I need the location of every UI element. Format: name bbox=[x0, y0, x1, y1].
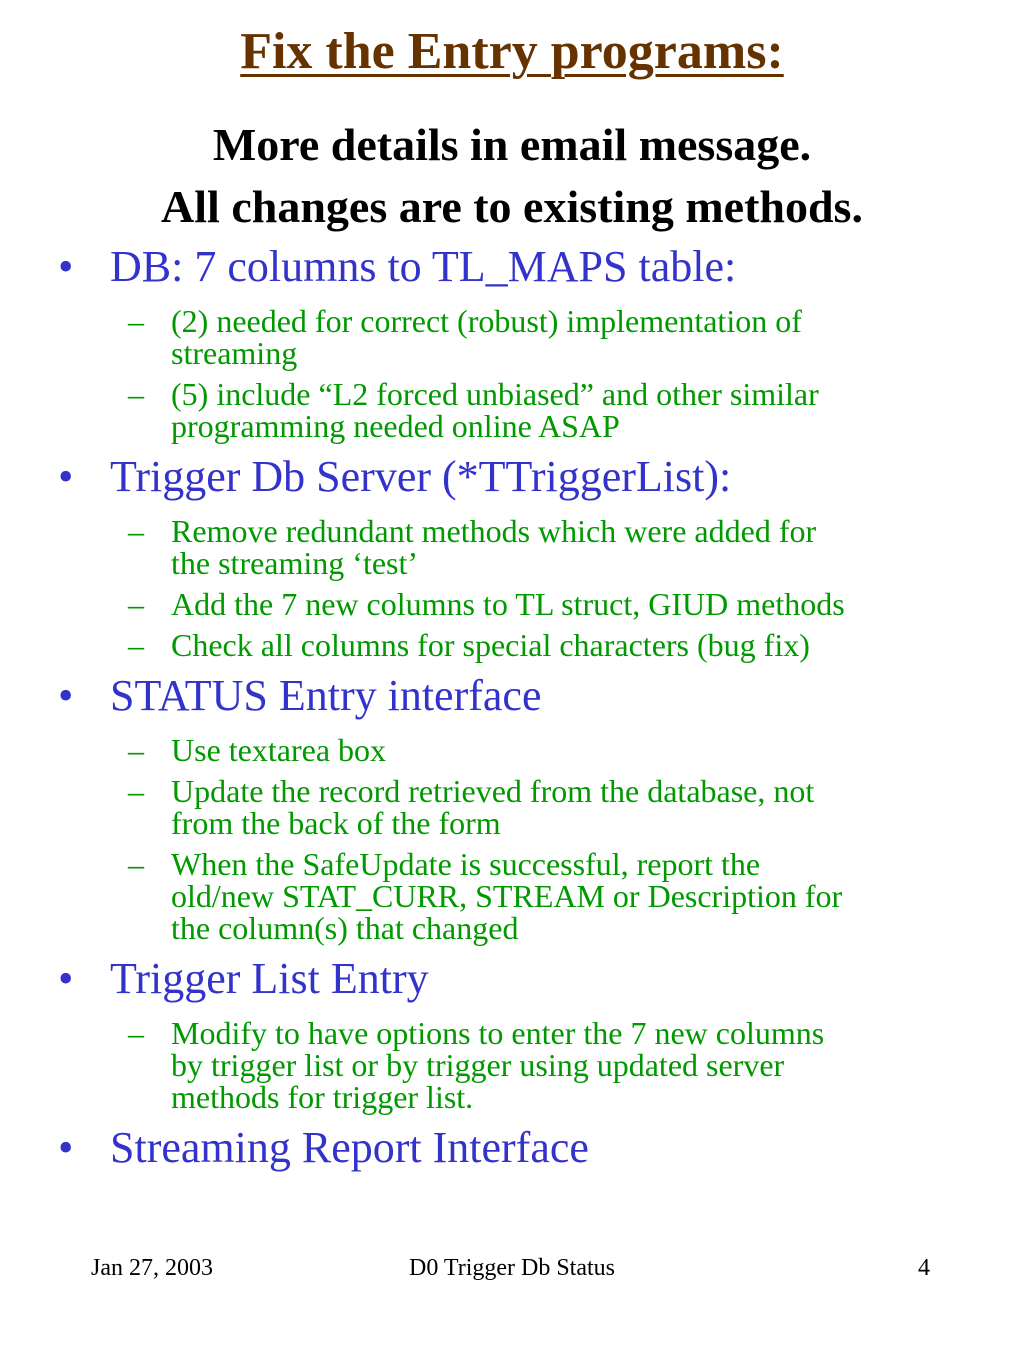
sub-item bbox=[0, 734, 1024, 766]
subtitle-line-1: More details in email message. bbox=[212, 119, 812, 170]
sub-item-line: Add the 7 new columns to TL struct, GIUD methods bbox=[171, 586, 845, 622]
footer-date: Jan 27, 2003 bbox=[91, 1255, 213, 1281]
bullet-item bbox=[0, 950, 1024, 1008]
sub-item-line: (5) include “L2 forced unbiased” and other similar bbox=[171, 376, 819, 412]
sub-item bbox=[0, 629, 1024, 661]
sub-item bbox=[0, 378, 1024, 442]
dash-icon: – bbox=[128, 513, 144, 549]
sub-item-line: Check all columns for special characters (bug fix) bbox=[171, 627, 810, 663]
bullet-text: DB: 7 columns to TL_MAPS table: bbox=[110, 242, 737, 291]
dash-icon: – bbox=[128, 376, 144, 412]
subtitle-line-2: All changes are to existing methods. bbox=[161, 181, 863, 232]
bullet-text: Streaming Report Interface bbox=[110, 1123, 589, 1172]
sub-item-line: the streaming ‘test’ bbox=[171, 545, 419, 581]
sub-item-line: methods for trigger list. bbox=[171, 1079, 474, 1115]
dash-icon: – bbox=[128, 773, 144, 809]
bullet-item bbox=[0, 667, 1024, 725]
sub-item-line: programming needed online ASAP bbox=[171, 408, 620, 444]
bullet-dot-icon: • bbox=[58, 671, 74, 720]
bullet-dot-icon: • bbox=[58, 1123, 74, 1172]
sub-item-line: from the back of the form bbox=[171, 805, 501, 841]
dash-icon: – bbox=[128, 303, 144, 339]
sub-item-line: When the SafeUpdate is successful, report the bbox=[171, 846, 761, 882]
footer-title: D0 Trigger Db Status bbox=[408, 1255, 616, 1281]
bullet-list bbox=[0, 238, 1024, 1177]
sub-item bbox=[0, 515, 1024, 579]
sub-item bbox=[0, 848, 1024, 944]
sub-item-line: streaming bbox=[171, 335, 298, 371]
slide-title: Fix the Entry programs: bbox=[240, 23, 784, 80]
sub-item-line: old/new STAT_CURR, STREAM or Description for bbox=[171, 878, 843, 914]
dash-icon: – bbox=[128, 1015, 144, 1051]
sub-item bbox=[0, 1017, 1024, 1113]
sub-item-line: the column(s) that changed bbox=[171, 910, 519, 946]
bullet-text: Trigger List Entry bbox=[110, 954, 429, 1003]
bullet-item bbox=[0, 238, 1024, 296]
dash-icon: – bbox=[128, 627, 144, 663]
bullet-text: Trigger Db Server (*TTriggerList): bbox=[110, 452, 732, 501]
bullet-item bbox=[0, 1119, 1024, 1177]
dash-icon: – bbox=[128, 732, 144, 768]
sub-item-line: by trigger list or by trigger using updated server bbox=[171, 1047, 785, 1083]
sub-item bbox=[0, 305, 1024, 369]
sub-item-line: Use textarea box bbox=[171, 732, 387, 768]
bullet-text: STATUS Entry interface bbox=[110, 671, 542, 720]
sub-item-line: (2) needed for correct (robust) implementation of bbox=[171, 303, 802, 339]
sub-item-line: Remove redundant methods which were added for bbox=[171, 513, 817, 549]
bullet-item bbox=[0, 448, 1024, 506]
bullet-dot-icon: • bbox=[58, 954, 74, 1003]
sub-item-line: Modify to have options to enter the 7 new columns bbox=[171, 1015, 825, 1051]
dash-icon: – bbox=[128, 846, 144, 882]
sub-item bbox=[0, 588, 1024, 620]
bullet-dot-icon: • bbox=[58, 452, 74, 501]
footer-page-number: 4 bbox=[918, 1255, 930, 1281]
dash-icon: – bbox=[128, 586, 144, 622]
sub-item-line: Update the record retrieved from the database, not bbox=[171, 773, 815, 809]
bullet-dot-icon: • bbox=[58, 242, 74, 291]
sub-item bbox=[0, 775, 1024, 839]
